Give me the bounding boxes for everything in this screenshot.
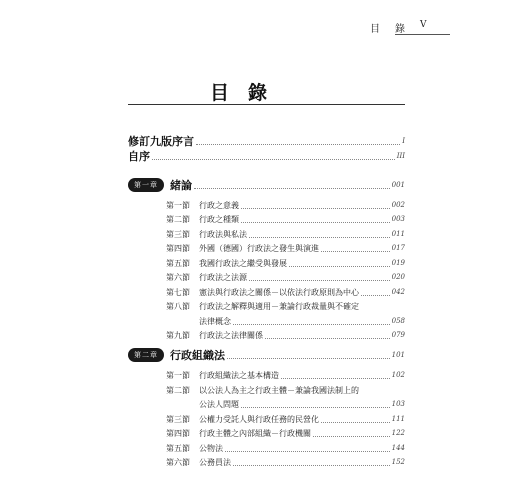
section-title-continuation: 法律概念 [199,316,231,326]
dot-leader [249,237,390,238]
toc-chapter-2[interactable] [128,347,405,363]
section-number: 第五節 [166,258,190,268]
toc-entry-label: 自序 [128,150,150,163]
toc-chapter-1[interactable] [128,177,405,193]
title-rule [128,104,405,105]
section-page: 002 [391,201,405,209]
dot-leader [289,266,390,267]
dot-leader [313,436,390,437]
section-number: 第四節 [166,428,190,438]
chapter-badge: 第一章 [128,178,164,192]
toc-entry-page: III [396,152,405,160]
section-title: 行政之意義 [199,200,239,210]
section-page: 058 [391,317,405,325]
section-number: 第九節 [166,330,190,340]
dot-leader [321,422,390,423]
running-header-page: V [420,20,427,30]
running-header-rule [395,34,450,35]
section-title: 我國行政法之繼受與發展 [199,258,287,268]
dot-leader [152,159,395,160]
toc-section[interactable] [166,269,405,285]
section-page: 020 [391,273,405,281]
section-title: 以公法人為主之行政主體－兼論我國法制上的 [199,385,359,395]
section-title-continuation: 公法人問題 [199,399,239,409]
section-page: 019 [391,259,405,267]
section-page: 079 [391,331,405,339]
toc-section[interactable] [166,240,405,256]
dot-leader [265,338,390,339]
section-title: 公權力受託人與行政任務的民營化 [199,414,319,424]
running-header-right: 錄 [395,24,405,35]
dot-leader [227,358,390,359]
dot-leader [361,295,390,296]
dot-leader [225,451,390,452]
toc-entry-author-preface[interactable] [128,148,405,164]
section-number: 第三節 [166,229,190,239]
running-header [360,20,500,38]
toc-section[interactable] [166,211,405,227]
toc-entry-preface[interactable] [128,133,405,149]
section-number: 第七節 [166,287,190,297]
toc-section[interactable] [166,327,405,343]
chapter-title: 緒論 [170,179,192,192]
section-number: 第八節 [166,301,190,311]
chapter-badge: 第二章 [128,348,164,362]
running-header-left: 目 [370,24,380,35]
section-page: 122 [391,429,405,437]
section-number: 第五節 [166,443,190,453]
section-page: 042 [391,288,405,296]
chapter-page: 101 [391,351,405,359]
section-number: 第二節 [166,214,190,224]
section-title: 行政主體之內部組織－行政機關 [199,428,311,438]
dot-leader [233,324,390,325]
section-number: 第一節 [166,200,190,210]
toc-section[interactable] [166,298,405,314]
dot-leader [249,280,390,281]
section-title: 憲法與行政法之關係－以依法行政原則為中心 [199,287,359,297]
dot-leader [241,208,390,209]
section-number: 第六節 [166,457,190,467]
dot-leader [321,251,390,252]
section-page: 102 [391,371,405,379]
toc-section[interactable] [166,367,405,383]
section-title: 外國（德國）行政法之發生與演進 [199,243,319,253]
section-title: 行政之種類 [199,214,239,224]
section-page: 003 [391,215,405,223]
dot-leader [241,222,390,223]
section-title: 行政法與私法 [199,229,247,239]
dot-leader [233,465,390,466]
chapter-page: 001 [391,181,405,189]
section-number: 第六節 [166,272,190,282]
section-page: 017 [391,244,405,252]
section-page: 011 [391,230,405,238]
section-page: 152 [391,458,405,466]
toc-section[interactable] [166,454,405,470]
dot-leader [241,407,390,408]
section-page: 103 [391,400,405,408]
page-title: 目錄 [210,82,287,104]
section-title: 行政法之法律關係 [199,330,263,340]
dot-leader [194,188,390,189]
section-number: 第四節 [166,243,190,253]
section-number: 第二節 [166,385,190,395]
section-number: 第三節 [166,414,190,424]
section-title: 公物法 [199,443,223,453]
section-title: 行政法之解釋與適用－兼論行政裁量與不確定 [199,301,359,311]
dot-leader [196,144,400,145]
toc-entry-page: I [402,137,405,145]
section-page: 111 [391,415,405,423]
section-title: 行政法之法源 [199,272,247,282]
toc-entry-label: 修訂九版序言 [128,135,194,148]
toc-section[interactable] [166,425,405,441]
section-title: 公務員法 [199,457,231,467]
section-title: 行政組織法之基本構造 [199,370,279,380]
dot-leader [281,378,390,379]
section-number: 第一節 [166,370,190,380]
toc-section-continuation [199,396,405,412]
section-page: 144 [391,444,405,452]
chapter-title: 行政組織法 [170,349,225,362]
